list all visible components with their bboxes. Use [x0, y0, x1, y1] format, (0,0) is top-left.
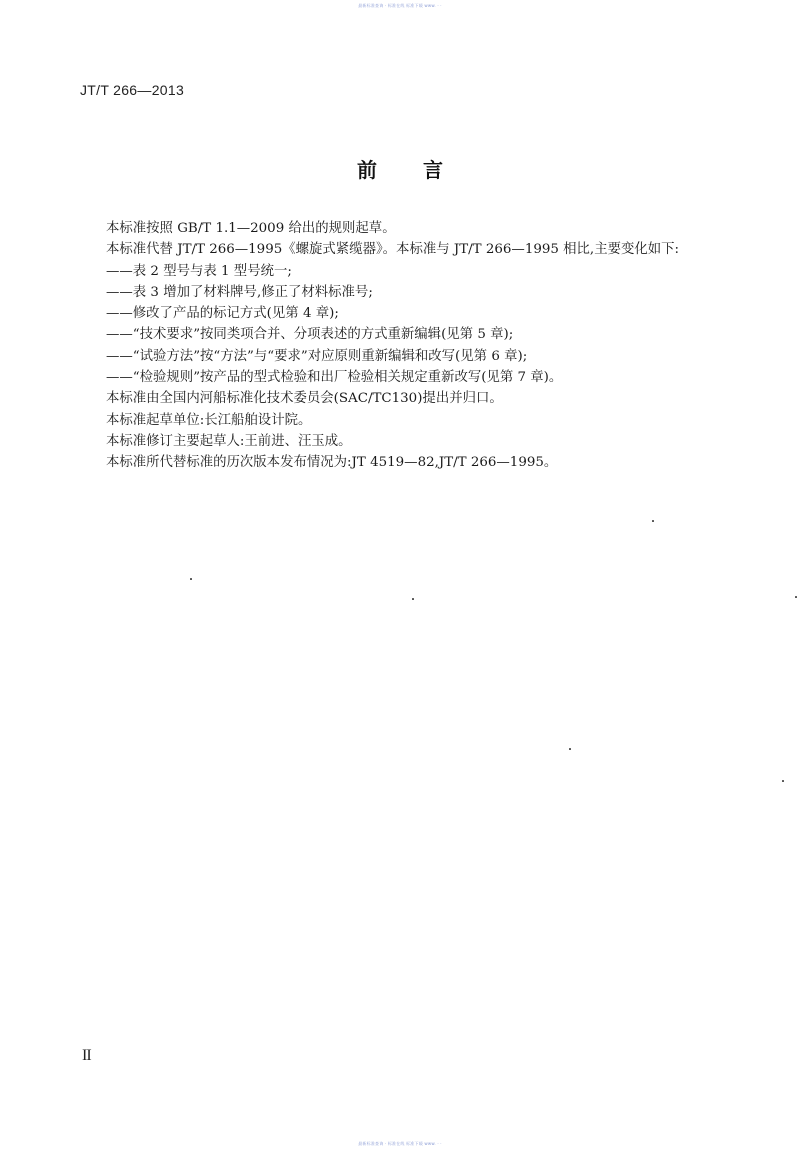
scan-speck — [569, 748, 571, 750]
foreword-line: ——“技术要求”按同类项合并、分项表述的方式重新编辑(见第 5 章); — [106, 327, 514, 343]
document-code: JT/T 266—2013 — [80, 82, 185, 98]
scan-speck — [412, 598, 414, 600]
foreword-line: ——“试验方法”按“方法”与“要求”对应原则重新编辑和改写(见第 6 章); — [106, 348, 528, 364]
scan-speck — [795, 596, 797, 598]
scan-speck — [190, 578, 192, 580]
foreword-line: 本标准代替 JT/T 266—1995《螺旋式紧缆器》。本标准与 JT/T 266—1995 相比,主要变化如下: — [106, 242, 680, 258]
page-number: II — [82, 1047, 91, 1064]
foreword-line: 本标准由全国内河船标准化技术委员会(SAC/TC130)提出并归口。 — [106, 391, 503, 407]
foreword-line: 本标准按照 GB/T 1.1—2009 给出的规则起草。 — [106, 221, 396, 236]
scan-speck — [782, 780, 784, 782]
top-watermark: 最新标准查询 · 标准在线 标准下载 www. · · — [358, 3, 442, 8]
foreword-line: ——表 2 型号与表 1 型号统一; — [106, 263, 292, 279]
foreword-line: 本标准所代替标准的历次版本发布情况为:JT 4519—82,JT/T 266—1995。 — [106, 455, 558, 471]
foreword-body — [106, 218, 726, 474]
scan-speck — [652, 520, 654, 522]
foreword-line: ——修改了产品的标记方式(见第 4 章); — [106, 306, 339, 322]
foreword-line: ——“检验规则”按产品的型式检验和出厂检验相关规定重新改写(见第 7 章)。 — [106, 370, 563, 386]
foreword-line: 本标准修订主要起草人:王前进、汪玉成。 — [106, 433, 352, 449]
foreword-line: 本标准起草单位:长江船舶设计院。 — [106, 412, 312, 428]
section-title: 前言 — [357, 158, 489, 182]
foreword-line: ——表 3 增加了材料牌号,修正了材料标准号; — [106, 284, 373, 300]
bottom-watermark: 最新标准查询 · 标准在线 标准下载 www. · · — [358, 1141, 442, 1146]
